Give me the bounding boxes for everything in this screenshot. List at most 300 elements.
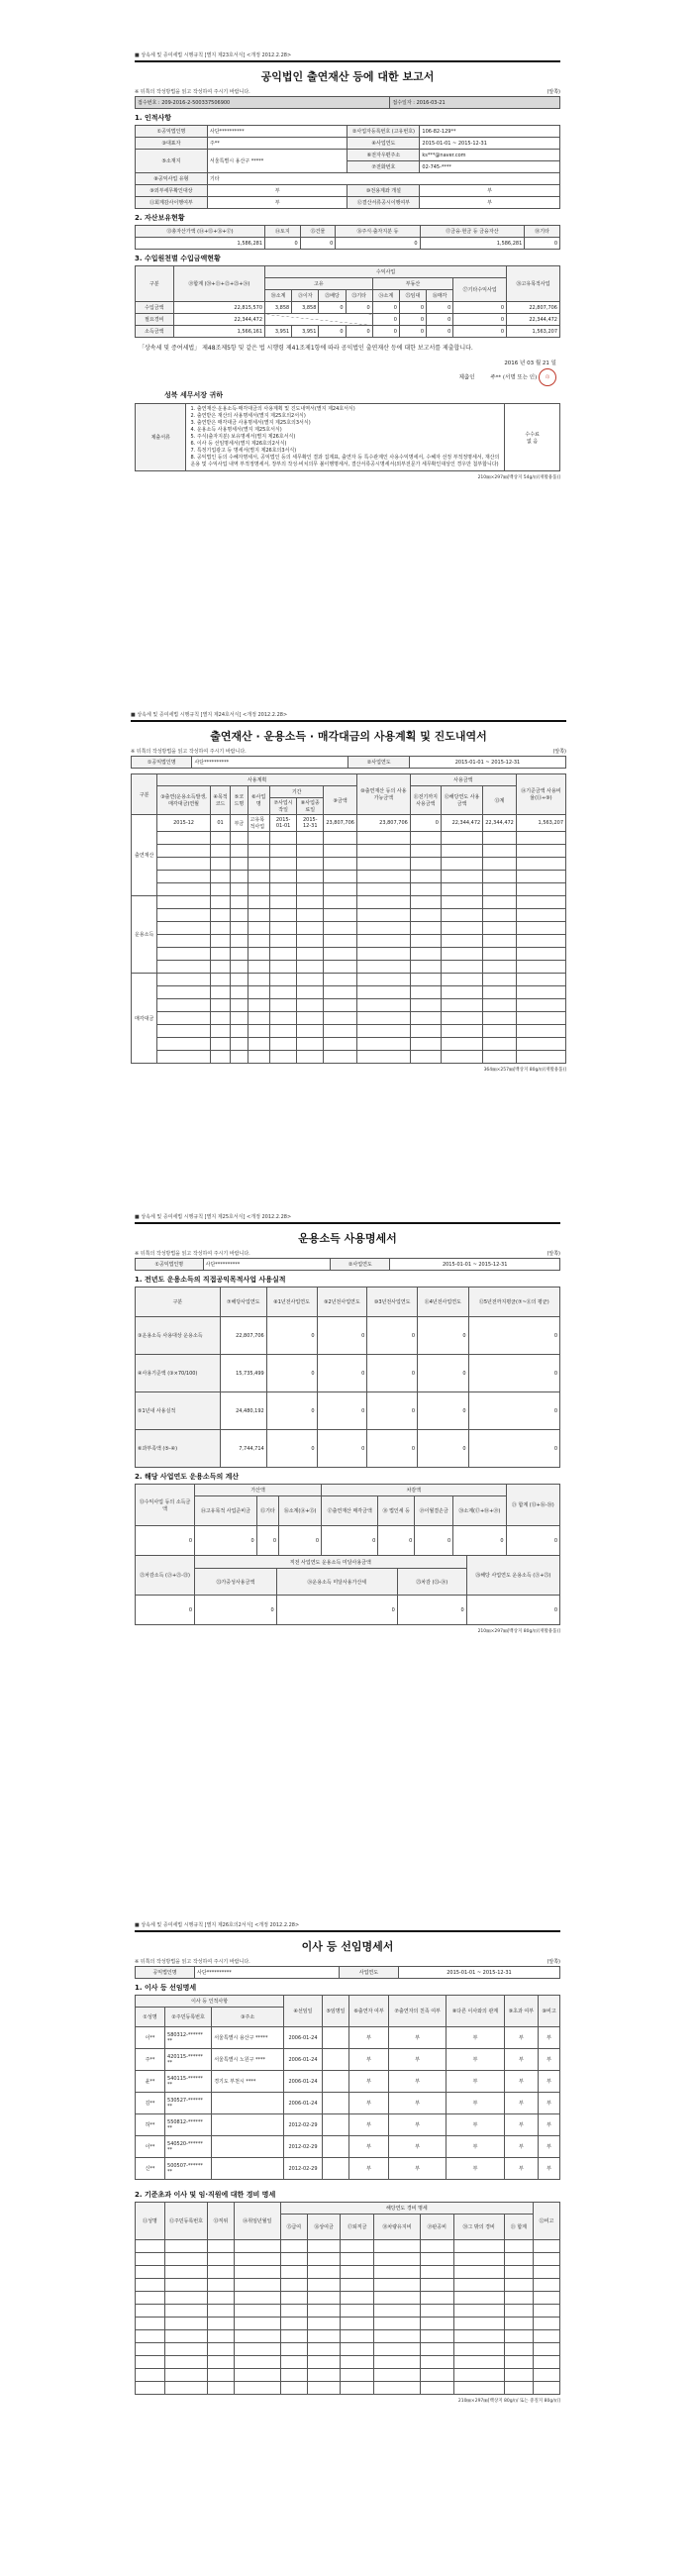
cell: 부: [539, 2093, 560, 2114]
income-cell: 22,344,472: [173, 314, 264, 326]
instruction-note: ※ 뒤쪽의 작성방법을 읽고 작성하여 주시기 바랍니다.: [135, 1959, 250, 1965]
cell: 22,344,472: [441, 815, 482, 832]
list-item: 7. 특정기업광고 등 명세서(별지 제26호의3서식): [190, 448, 297, 454]
row-label: ④사용기준액 (③×70/100): [136, 1355, 221, 1392]
income-row-head: 구분: [136, 266, 174, 302]
col: ⑲판공비: [420, 2215, 453, 2240]
form-reference: ■ 상속세 및 증여세법 시행규칙 [별지 제23호서식] <개정 2012.2.28>: [135, 52, 292, 58]
cell: 부: [349, 2093, 389, 2114]
form-reference: ■ 상속세 및 증여세법 시행규칙 [별지 제26호의2서식] <개정 2012.2.28>: [135, 1922, 300, 1928]
col: ⑯상여금: [307, 2215, 341, 2240]
org-label: ①공익법인명: [136, 1259, 204, 1271]
cell: 부: [349, 2027, 389, 2049]
cell: 부: [504, 2136, 539, 2158]
attach-list: [186, 404, 505, 471]
cell: 0: [418, 1317, 468, 1355]
table-row: [136, 1355, 560, 1392]
page-title: 공익법인 출연재산 등에 대한 보고서: [260, 70, 435, 83]
cell: 부: [447, 2136, 504, 2158]
cell: 부: [539, 2027, 560, 2049]
cell: 0: [506, 1526, 559, 1556]
row-label: ⑥과부족액 (⑤-④): [136, 1430, 221, 1468]
asset-value: 0: [336, 238, 420, 250]
income-cell: 3,858: [265, 302, 292, 314]
director-id: 530527-****** **: [165, 2093, 212, 2114]
table-row: [136, 2071, 560, 2093]
cell: 1,563,207: [516, 815, 565, 832]
cell: 0: [415, 1526, 453, 1556]
list-item: 8. 공익법인 등의 수혜자명세서, 공익법인 등의 세무확인 결과 집계표, 출연자 등 특수관계인 사용수익명세서, 수혜자 선정 부적정명세서, 재산의 운용 및 수익사업 내역 부적정명세서, 장부의 작성·비치의무 불이행명세서, 결산서류공시명세서(외부전문가 세무확인대상인 경우만 첨부합니다): [190, 455, 500, 467]
income-row-label: 소득금액: [136, 326, 174, 338]
income-col: ㉕임대: [399, 290, 426, 302]
table-row: [136, 1317, 560, 1355]
col: ㉔운용소득 미달사용가산세: [276, 1569, 397, 1596]
cell: [322, 2093, 348, 2114]
page-title: 운용소득 사용명세서: [298, 1232, 397, 1245]
director-addr: [212, 2158, 284, 2180]
col: ⑧다른 이사와의 관계: [447, 1996, 504, 2027]
type-label: ⑧공익사업 유형: [136, 173, 208, 185]
cell: [322, 2158, 348, 2180]
table-row: [136, 326, 560, 338]
col: ⑦사업시작일: [270, 798, 297, 815]
sub-head: 차감액: [322, 1485, 506, 1496]
asset-head: ⑱기타: [525, 226, 560, 238]
col: ⑤임명일: [322, 1996, 348, 2027]
cell: 2015-12-31: [297, 815, 324, 832]
income-cell: 3,951: [265, 326, 292, 338]
income-col: ㉘고유목적사업: [507, 266, 560, 302]
org-label: 공익법인명: [136, 1967, 195, 1979]
income-cell: 0: [453, 302, 507, 314]
col: ⑯소계(⑭+⑮): [279, 1496, 322, 1526]
col: ③출연(운용소득발생, 매각대금)연월: [157, 786, 210, 815]
cell: 부: [504, 2027, 539, 2049]
col: ⑭고유목적 사업준비금: [195, 1496, 257, 1526]
directors-table: [135, 1995, 560, 2180]
col: ⑬수익사업 등의 소득금액: [136, 1485, 195, 1526]
director-appointment-page: [135, 1921, 560, 2525]
director-appoint: 2012-02-29: [284, 2136, 323, 2158]
income-row-label: 수입금액: [136, 302, 174, 314]
income-cell: 3,951: [292, 326, 319, 338]
attachments-table: [135, 403, 560, 471]
income-shortfall-table: [135, 1555, 560, 1625]
table-row: [136, 302, 560, 314]
year-value: 2015-01-01 ~ 2015-12-31: [420, 138, 560, 150]
income-cell: 0: [372, 302, 399, 314]
cell: 부: [349, 2071, 389, 2093]
group-label: 운용소득: [132, 896, 157, 974]
instruction-note: ※ 뒤쪽의 작성방법을 읽고 작성하여 주시기 바랍니다.: [131, 749, 247, 755]
tel-value: 02-745-****: [420, 161, 560, 173]
income-col: ㉔소계: [372, 290, 399, 302]
director-appoint: 2012-02-29: [284, 2158, 323, 2180]
cell: 0: [367, 1392, 418, 1430]
form-reference: ■ 상속세 및 증여세법 시행규칙 [별지 제25호서식] <개정 2012.2.28>: [135, 1214, 292, 1220]
table-row: [136, 1430, 560, 1468]
year-label: ②사업연도: [331, 1259, 390, 1271]
attach-label: 제출서류: [136, 404, 186, 471]
col: ⑨2년전사업연도: [317, 1288, 367, 1317]
expense-group-head: 해당연도 경비 명세: [280, 2203, 533, 2215]
section-income-calc: 2. 해당 사업연도 운용소득의 계산: [135, 1473, 240, 1481]
col: ⑦해당사업연도: [220, 1288, 266, 1317]
income-table: [135, 265, 560, 338]
income-cell: 0: [453, 326, 507, 338]
section-income: 3. 수입원천별 수입금액현황: [135, 255, 221, 262]
income-cell: 0: [346, 326, 372, 338]
cell: 2015-12: [157, 815, 210, 832]
fee-value: 없 음: [526, 438, 539, 445]
cell: 0: [418, 1355, 468, 1392]
receipt-number: 접수번호 : 209-2016-2-500337506900: [136, 97, 390, 109]
cell: [322, 2027, 348, 2049]
col: ⑬계: [483, 786, 517, 815]
col: ⑦출연자의 친족 여부: [389, 1996, 447, 2027]
list-item: 6. 이사 등 선임명세서(별지 제26호의2서식): [190, 441, 287, 447]
header-rule: [135, 60, 560, 62]
asset-head: ⑬총자산가액 (⑭+⑮+⑯+⑰): [136, 226, 265, 238]
receipt-table: [135, 96, 560, 109]
income-col: ⑲합계 (⑳+㉑+㉒+㉓+㉔): [173, 266, 264, 302]
income-sub-head: 부동산: [372, 278, 453, 290]
cell: 0: [466, 1596, 559, 1625]
director-name: 김**: [136, 2093, 165, 2114]
col: ⑭기준금액 사용비율(⑪÷⑨): [516, 774, 565, 815]
bizno-value: 106-82-129**: [420, 126, 560, 138]
period-head: 기간: [270, 786, 324, 798]
page-side: (앞쪽): [552, 749, 566, 755]
cell: 0: [317, 1355, 367, 1392]
email-value: ks***@naver.com: [420, 150, 560, 161]
usage-plan-page: [131, 711, 566, 1147]
instruction-note: ※ 뒤쪽의 작성방법을 읽고 작성하여 주시기 바랍니다.: [135, 1251, 250, 1257]
income-cell: 0: [399, 326, 426, 338]
declaration-text: 「상속세 및 증여세법」 제48조제5항 및 같은 법 시행령 제41조제1항에 따라 공익법인 출연재산 등에 대한 보고서를 제출합니다.: [139, 345, 473, 352]
year-label: 사업연도: [339, 1967, 398, 1979]
col: ㉓가중성사용금액: [195, 1569, 277, 1596]
submitter-name: 주**: [490, 374, 502, 381]
cell: 부: [349, 2049, 389, 2071]
col: ⑮기타: [256, 1496, 278, 1526]
director-info-head: 이사 등 인적사항: [136, 1996, 284, 2008]
income-cell: 1,563,207: [507, 326, 560, 338]
income-cell: 0: [427, 314, 453, 326]
cell: 부: [539, 2114, 560, 2136]
cell: 0: [266, 1430, 317, 1468]
col: ④선임일: [284, 1996, 323, 2027]
income-cell: 0: [453, 314, 507, 326]
header-rule: [135, 1930, 560, 1932]
cell: 부: [389, 2093, 447, 2114]
list-item: 1. 출연재산·운용소득·매각대금의 사용계획 및 진도내역서(별지 제24호서식): [190, 406, 355, 412]
director-name: 허**: [136, 2114, 165, 2136]
public-value: 부: [420, 197, 560, 209]
cell: 0: [195, 1596, 277, 1625]
cell: 0: [468, 1392, 559, 1430]
director-name: 이**: [136, 2027, 165, 2049]
org-value: 사단**********: [203, 1259, 331, 1271]
col: ⑨초과 여부: [504, 1996, 539, 2027]
year-value: 2015-01-01 ~ 2015-12-31: [398, 1967, 559, 1979]
income-col: ⑳소계: [265, 290, 292, 302]
income-cell: 0: [372, 314, 399, 326]
cell: [322, 2071, 348, 2093]
col: ⑨금액: [324, 786, 357, 815]
cell: [322, 2049, 348, 2071]
cell: 고유목적사업: [248, 815, 270, 832]
section-directors: 1. 이사 등 선임명세: [135, 1984, 197, 1992]
cell: 0: [378, 1526, 415, 1556]
col: ⑥출연자 여부: [349, 1996, 389, 2027]
director-addr: [212, 2114, 284, 2136]
acct-label: ⑪회계감사이행여부: [136, 197, 208, 209]
cell: 부: [389, 2158, 447, 2180]
table-row: [136, 2136, 560, 2158]
paper-size: 210㎜×297㎜[백상지 54g/㎡(재활용품)]: [477, 475, 560, 480]
asset-value: 0: [300, 238, 336, 250]
submit-date: 2016 년 03 월 21 일: [504, 361, 556, 366]
director-id: 500507-****** **: [165, 2158, 212, 2180]
col: ⑩3년전사업연도: [367, 1288, 418, 1317]
table-row: [136, 2049, 560, 2071]
shortfall-head: 직전 사업연도 운용소득 미달사용금액: [195, 1556, 467, 1569]
cell: 0: [266, 1392, 317, 1430]
cell: 0: [453, 1526, 506, 1556]
income-col: ㉗기타수익사업: [453, 278, 507, 302]
result-head: 사용금액: [410, 774, 516, 786]
org-label: ①공익법인명: [132, 757, 192, 769]
year-label: ④사업연도: [348, 138, 420, 150]
cell: 24,480,192: [220, 1392, 266, 1430]
org-value: 사단**********: [195, 1967, 340, 1979]
dedicated-label: ⑩전용계좌 개설: [348, 185, 420, 197]
col: ⑱차량유지비: [374, 2215, 421, 2240]
col: ②주민등록번호: [165, 2008, 212, 2027]
col: ③주소: [212, 2008, 284, 2027]
col: ⑧사업종료일: [297, 798, 324, 815]
cell: 부: [389, 2071, 447, 2093]
table-row: [136, 2027, 560, 2049]
col: ㉕차감 (㉓-㉔): [397, 1569, 466, 1596]
income-sub-head: 고유: [265, 278, 373, 290]
income-calc-table: [135, 1484, 560, 1556]
income-cell: 0: [399, 302, 426, 314]
cell: 0: [276, 1596, 397, 1625]
table-row: [136, 2114, 560, 2136]
bizno-label: ②사업자등록번호 (고유번호): [348, 126, 420, 138]
cell: 부: [349, 2158, 389, 2180]
cell: 부: [447, 2114, 504, 2136]
cell: 0: [317, 1317, 367, 1355]
cell: 0: [136, 1526, 195, 1556]
cell: 0: [468, 1430, 559, 1468]
year-value: 2015-01-01 ~ 2015-12-31: [409, 757, 565, 769]
usage-plan-table: [131, 773, 566, 1064]
year-value: 2015-01-01 ~ 2015-12-31: [390, 1259, 560, 1271]
asset-head: ⑭토지: [265, 226, 301, 238]
addr-label: ⑤소재지: [136, 150, 208, 173]
plan-head: 사용계획: [157, 774, 357, 786]
director-addr: [212, 2136, 284, 2158]
income-cell: 22,807,706: [507, 302, 560, 314]
report-form-page: [135, 52, 560, 656]
col: ⑬직위: [207, 2203, 234, 2240]
fee-cell: [505, 404, 560, 471]
asset-value: 0: [265, 238, 301, 250]
col: ⑪성명: [136, 2203, 165, 2240]
cell: 부: [389, 2027, 447, 2049]
cell: 부: [504, 2093, 539, 2114]
cell: 부: [504, 2114, 539, 2136]
director-appoint: 2006-01-24: [284, 2027, 323, 2049]
cell: 부: [447, 2071, 504, 2093]
table-row: [136, 2093, 560, 2114]
col: ⑫주민등록번호: [165, 2203, 208, 2240]
cell: 부: [447, 2027, 504, 2049]
cell: 부: [539, 2136, 560, 2158]
paper-size: 364㎜×257㎜[백상지 80g/㎡(재활용품)]: [483, 1068, 566, 1073]
income-cell: 0: [427, 302, 453, 314]
col: ⑰출연재산 매각금액: [322, 1496, 378, 1526]
cell: 0: [266, 1355, 317, 1392]
assets-table: [135, 225, 560, 250]
list-item: 4. 운용소득 사용명세서(별지 제25호서식): [190, 427, 282, 433]
usage-record-table: [135, 1287, 560, 1468]
col: ⑳소계(⑰+⑱+⑲): [453, 1496, 506, 1526]
income-col: ㉒배당: [319, 290, 346, 302]
dedicated-value: 부: [420, 185, 560, 197]
cell: 부: [389, 2114, 447, 2136]
col: ⑭취임년월일: [234, 2203, 280, 2240]
cell: 부: [539, 2158, 560, 2180]
col: ⑲이월결손금: [415, 1496, 453, 1526]
col: ⑳그 밖의 경비: [453, 2215, 504, 2240]
list-item: 3. 출연받은 매각대금 사용명세서(별지 제25호의3서식): [190, 420, 311, 426]
cell: 부: [389, 2136, 447, 2158]
director-addr: 서울특별시 용산구 *****: [212, 2027, 284, 2049]
header-info-table: [135, 1258, 560, 1271]
director-appoint: 2006-01-24: [284, 2093, 323, 2114]
rep-value: 주**: [207, 138, 348, 150]
col: ⑥사업명: [248, 786, 270, 815]
director-addr: 서울특별시 노원구 ****: [212, 2049, 284, 2071]
list-item: 5. 주식(출자지분) 보유명세서(별지 제26호서식): [190, 434, 296, 440]
cell: 0: [418, 1430, 468, 1468]
cell: 0: [418, 1392, 468, 1430]
cell: 부: [539, 2049, 560, 2071]
director-id: 550812-****** **: [165, 2114, 212, 2136]
cell: 22,807,706: [220, 1317, 266, 1355]
asset-value: 0: [525, 238, 560, 250]
col: ⑰퇴직금: [341, 2215, 374, 2240]
director-name: 주**: [136, 2049, 165, 2071]
col: ①성명: [136, 2008, 165, 2027]
table-row: [132, 815, 566, 832]
cell: 23,807,706: [356, 815, 410, 832]
table-row: [136, 2158, 560, 2180]
expenses-table: [135, 2202, 560, 2395]
header-info-table: [131, 756, 566, 769]
header-info-table: [135, 1966, 560, 1979]
group-label: 출연재산: [132, 815, 157, 896]
col: ⑪4년전사업연도: [418, 1288, 468, 1317]
income-row-label: 필요경비: [136, 314, 174, 326]
cell: 0: [317, 1430, 367, 1468]
section-expenses: 2. 기준초과 이사 및 임·직원에 대한 경비 명세: [135, 2191, 276, 2199]
income-col: ㉑이자: [292, 290, 319, 302]
asset-head: ⑯주식·출자지분 등: [336, 226, 420, 238]
org-value: 사단**********: [192, 757, 348, 769]
cell: 부: [447, 2158, 504, 2180]
section-usage-record: 1. 전년도 운용소득의 직접공익목적사업 사용실적: [135, 1276, 286, 1284]
col-gubun: 구분: [132, 774, 157, 815]
year-label: ②사업연도: [348, 757, 409, 769]
director-id: 420115-****** **: [165, 2049, 212, 2071]
row-label: ③운용소득 사용대상 운용소득: [136, 1317, 221, 1355]
asset-head: ⑮건물: [300, 226, 336, 238]
cell: 0: [322, 1526, 378, 1556]
addr-value: 서울특별시 용산구 *****: [207, 150, 348, 173]
add-head: 가산액: [195, 1485, 322, 1496]
director-id: 540520-****** **: [165, 2136, 212, 2158]
cell: 0: [256, 1526, 278, 1556]
tax-office: 성북 세무서장 귀하: [164, 391, 223, 399]
col: ④목적코드: [210, 786, 231, 815]
director-appoint: 2006-01-24: [284, 2071, 323, 2093]
cell: 0: [410, 815, 441, 832]
cell: [322, 2114, 348, 2136]
cell: 0: [468, 1317, 559, 1355]
acct-value: 부: [207, 197, 348, 209]
income-cell: 0: [372, 326, 399, 338]
signature-label: (서명 또는 인): [502, 374, 538, 381]
section-assets: 2. 자산보유현황: [135, 214, 185, 222]
rep-label: ③대표자: [136, 138, 208, 150]
col: ⑫해당연도 사용금액: [441, 786, 482, 815]
table-row: [136, 314, 560, 326]
cell: 0: [317, 1392, 367, 1430]
table-row: [136, 1596, 560, 1625]
income-cell: 3,858: [292, 302, 319, 314]
col: ⑩비고: [539, 1996, 560, 2027]
paper-size: 210㎜×297㎜[백상지 80g/㎡ 또는 중질지 80g/㎡]: [457, 2399, 560, 2404]
income-cell: 22,344,472: [507, 314, 560, 326]
director-addr: [212, 2093, 284, 2114]
public-label: ⑫결산서류공시이행여부: [348, 197, 420, 209]
header-rule: [135, 1222, 560, 1224]
cell: 01: [210, 815, 231, 832]
org-name-label: ①공익법인명: [136, 126, 208, 138]
cell: 0: [367, 1430, 418, 1468]
cell: 23,807,706: [324, 815, 357, 832]
asset-head: ⑰금융·현금 등 금융자산: [420, 226, 525, 238]
receipt-date: 접수일자 : 2016-03-21: [390, 97, 560, 109]
row-label: ⑤1년내 사용실적: [136, 1392, 221, 1430]
cell: 0: [367, 1317, 418, 1355]
cell: 0: [279, 1526, 322, 1556]
form-reference: ■ 상속세 및 증여세법 시행규칙 [별지 제24호서식] <개정 2012.2.28>: [131, 712, 288, 718]
cell: 7,744,714: [220, 1430, 266, 1468]
cell: 2015-01-01: [270, 815, 297, 832]
director-name: 이**: [136, 2136, 165, 2158]
cell: 0: [136, 1596, 195, 1625]
paper-size: 210㎜×297㎜[백상지 80g/㎡(재활용품)]: [477, 1629, 560, 1635]
col: ⑪전기까지 사용금액: [410, 786, 441, 815]
col: ⑧1년전사업연도: [266, 1288, 317, 1317]
header-rule: [131, 720, 566, 722]
